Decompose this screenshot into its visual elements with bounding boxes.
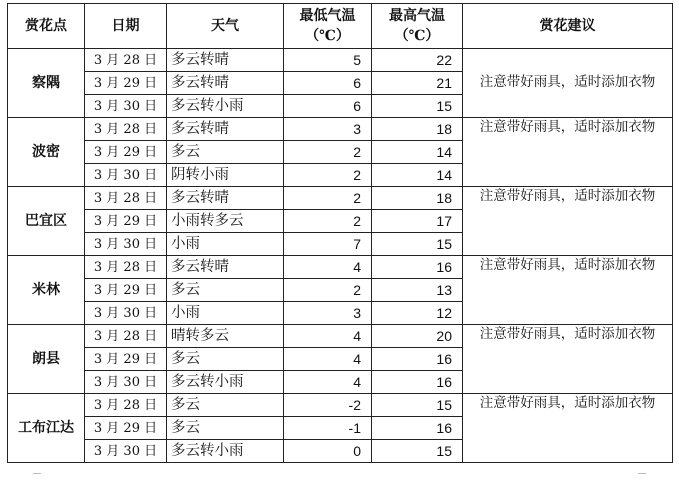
place-cell: 工布江达: [8, 394, 85, 463]
date-cell: 3 月 28 日: [85, 256, 167, 279]
place-cell: 巴宜区: [8, 187, 85, 256]
date-cell: 3 月 29 日: [85, 417, 167, 440]
max-temp-cell: 13: [372, 279, 463, 302]
header-weather: 天气: [167, 4, 284, 49]
min-temp-cell: 4: [284, 371, 372, 394]
weather-cell: 多云转晴: [167, 49, 284, 72]
date-cell: 3 月 30 日: [85, 371, 167, 394]
flower-viewing-weather-table: [7, 3, 673, 463]
max-temp-cell: 16: [372, 348, 463, 371]
max-temp-cell: 22: [372, 49, 463, 72]
weather-cell: 小雨转多云: [167, 210, 284, 233]
place-cell: 朗县: [8, 325, 85, 394]
min-temp-cell: -2: [284, 394, 372, 417]
weather-cell: 多云转晴: [167, 72, 284, 95]
weather-cell: 多云: [167, 348, 284, 371]
header-min-temp: [284, 4, 372, 49]
header-max-temp-label: 最高气温: [389, 8, 445, 24]
max-temp-cell: 16: [372, 417, 463, 440]
weather-cell: 多云: [167, 417, 284, 440]
min-temp-cell: 6: [284, 95, 372, 118]
weather-cell: 多云: [167, 279, 284, 302]
date-cell: 3 月 29 日: [85, 210, 167, 233]
date-cell: 3 月 30 日: [85, 233, 167, 256]
advice-cell: 注意带好雨具，适时添加衣物: [463, 187, 673, 256]
table-row: [8, 187, 673, 210]
max-temp-cell: 14: [372, 141, 463, 164]
weather-cell: 阴转小雨: [167, 164, 284, 187]
advice-cell: 注意带好雨具，适时添加衣物: [463, 256, 673, 325]
date-cell: 3 月 28 日: [85, 394, 167, 417]
date-cell: 3 月 29 日: [85, 279, 167, 302]
max-temp-cell: 15: [372, 440, 463, 463]
max-temp-cell: 15: [372, 233, 463, 256]
min-temp-cell: 2: [284, 187, 372, 210]
min-temp-cell: 2: [284, 141, 372, 164]
min-temp-cell: 6: [284, 72, 372, 95]
header-advice: 赏花建议: [463, 4, 673, 49]
weather-cell: 小雨: [167, 302, 284, 325]
max-temp-cell: 15: [372, 394, 463, 417]
table-header-row: [8, 4, 673, 49]
date-cell: 3 月 30 日: [85, 440, 167, 463]
table-row: [8, 394, 673, 417]
weather-cell: 多云: [167, 394, 284, 417]
max-temp-cell: 18: [372, 118, 463, 141]
min-temp-cell: 7: [284, 233, 372, 256]
min-temp-cell: 2: [284, 279, 372, 302]
weather-cell: 多云转晴: [167, 256, 284, 279]
date-cell: 3 月 30 日: [85, 164, 167, 187]
header-max-temp-unit: （℃）: [394, 28, 440, 44]
table-row: [8, 49, 673, 72]
weather-cell: 多云转小雨: [167, 440, 284, 463]
weather-cell: 多云转晴: [167, 187, 284, 210]
table-row: [8, 118, 673, 141]
min-temp-cell: 3: [284, 302, 372, 325]
header-date: 日期: [85, 4, 167, 49]
min-temp-cell: 3: [284, 118, 372, 141]
date-cell: 3 月 29 日: [85, 141, 167, 164]
max-temp-cell: 15: [372, 95, 463, 118]
header-min-temp-label: 最低气温: [299, 8, 356, 24]
date-cell: 3 月 30 日: [85, 95, 167, 118]
max-temp-cell: 18: [372, 187, 463, 210]
header-max-temp: [372, 4, 463, 49]
min-temp-cell: 4: [284, 348, 372, 371]
place-cell: 米林: [8, 256, 85, 325]
weather-cell: 小雨: [167, 233, 284, 256]
min-temp-cell: -1: [284, 417, 372, 440]
advice-cell: 注意带好雨具，适时添加衣物: [463, 49, 673, 118]
min-temp-cell: 0: [284, 440, 372, 463]
date-cell: 3 月 30 日: [85, 302, 167, 325]
date-cell: 3 月 28 日: [85, 118, 167, 141]
advice-cell: 注意带好雨具，适时添加衣物: [463, 118, 673, 187]
max-temp-cell: 16: [372, 371, 463, 394]
max-temp-cell: 12: [372, 302, 463, 325]
table-row: [8, 256, 673, 279]
advice-cell: 注意带好雨具，适时添加衣物: [463, 325, 673, 394]
date-cell: 3 月 28 日: [85, 49, 167, 72]
place-cell: 波密: [8, 118, 85, 187]
table-row: [8, 325, 673, 348]
min-temp-cell: 2: [284, 164, 372, 187]
weather-cell: 晴转多云: [167, 325, 284, 348]
max-temp-cell: 14: [372, 164, 463, 187]
min-temp-cell: 4: [284, 256, 372, 279]
weather-cell: 多云转小雨: [167, 371, 284, 394]
date-cell: 3 月 29 日: [85, 72, 167, 95]
table-body: [8, 49, 673, 463]
weather-cell: 多云: [167, 141, 284, 164]
date-cell: 3 月 29 日: [85, 348, 167, 371]
place-cell: 察隅: [8, 49, 85, 118]
min-temp-cell: 5: [284, 49, 372, 72]
date-cell: 3 月 28 日: [85, 325, 167, 348]
min-temp-cell: 4: [284, 325, 372, 348]
min-temp-cell: 2: [284, 210, 372, 233]
advice-cell: 注意带好雨具，适时添加衣物: [463, 394, 673, 463]
header-min-temp-unit: （℃）: [305, 28, 350, 44]
weather-cell: 多云转晴: [167, 118, 284, 141]
max-temp-cell: 16: [372, 256, 463, 279]
header-place: 赏花点: [8, 4, 85, 49]
date-cell: 3 月 28 日: [85, 187, 167, 210]
max-temp-cell: 20: [372, 325, 463, 348]
weather-cell: 多云转小雨: [167, 95, 284, 118]
max-temp-cell: 17: [372, 210, 463, 233]
max-temp-cell: 21: [372, 72, 463, 95]
